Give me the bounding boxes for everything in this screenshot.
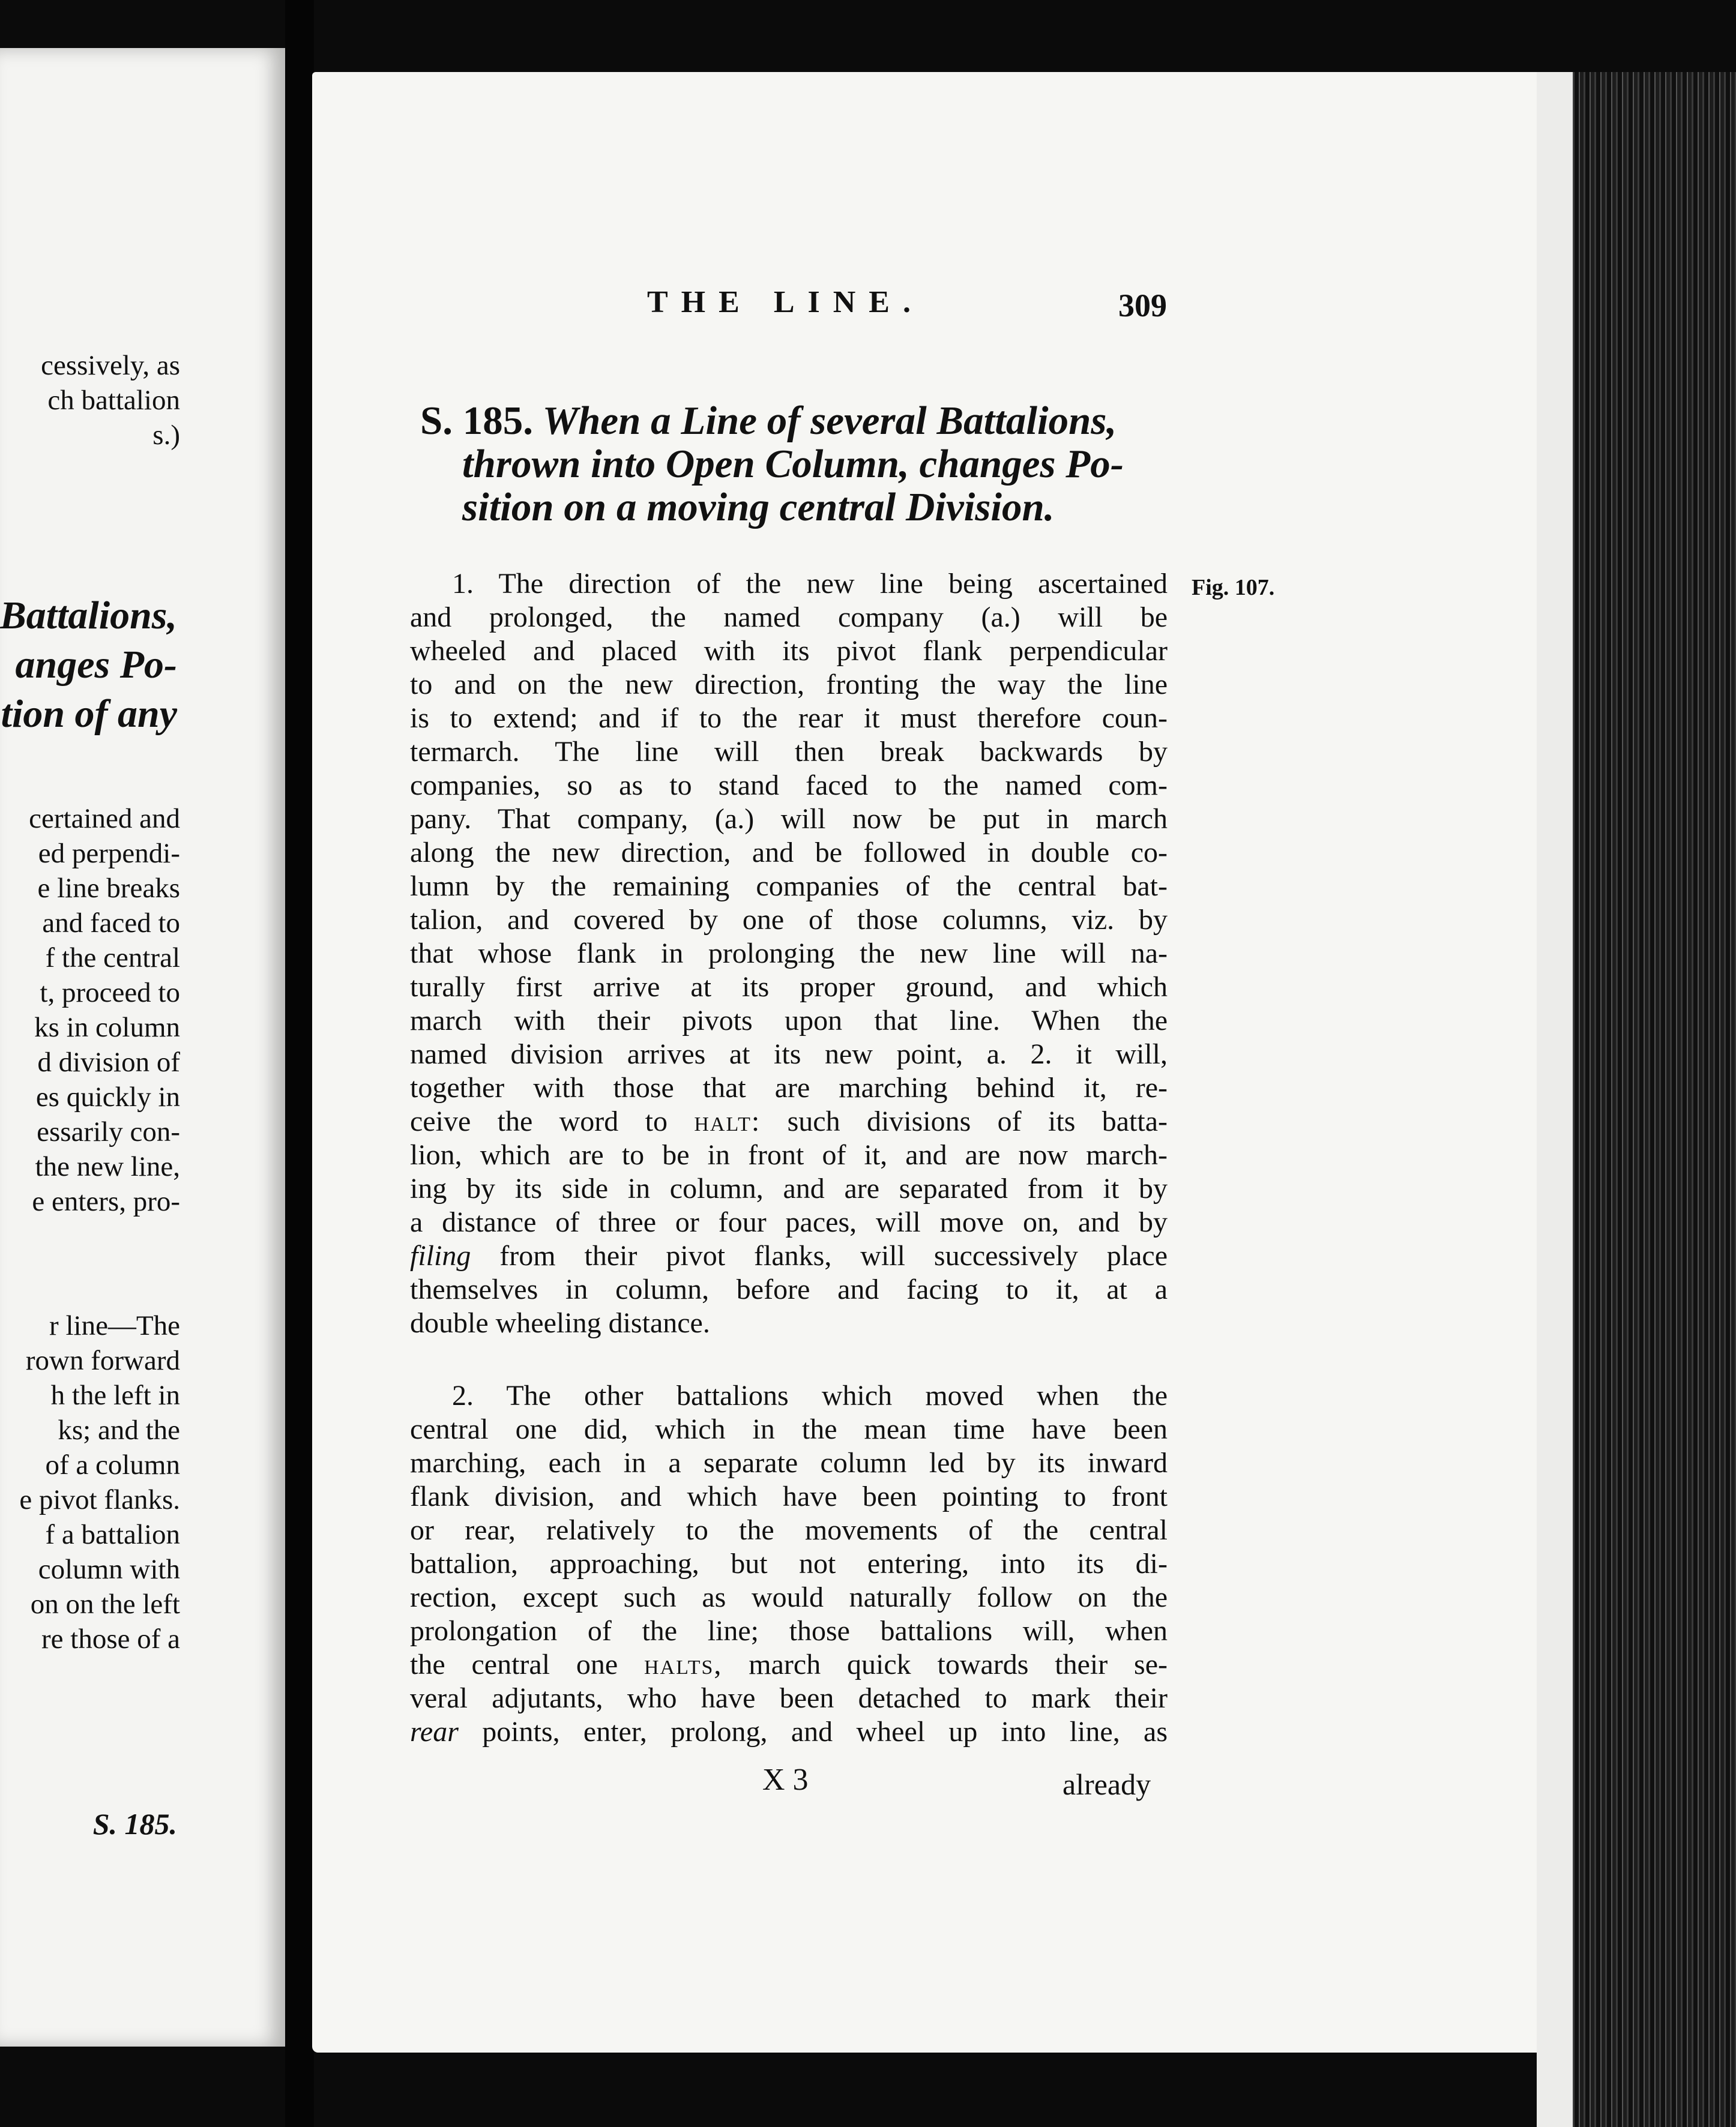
left-line: r line—The bbox=[49, 1310, 180, 1341]
left-line: d division of bbox=[37, 1047, 180, 1078]
left-line: essarily con- bbox=[37, 1116, 180, 1148]
text-line: a distance of three or four paces, will move on, and by bbox=[410, 1206, 1168, 1238]
text-line: veral adjutants, who have been detached to mark their bbox=[410, 1682, 1168, 1714]
text-line: double wheeling distance. bbox=[410, 1307, 710, 1339]
section-title-line: sition on a moving central Division. bbox=[462, 485, 1055, 529]
text-line: lumn by the remaining companies of the central bat- bbox=[410, 870, 1168, 902]
text-fragment: from their pivot flanks, will successively place bbox=[499, 1240, 1168, 1272]
text-line: talion, and covered by one of those columns, viz. by bbox=[410, 904, 1168, 936]
text-line: pany. That company, (a.) will now be put in march bbox=[410, 803, 1168, 835]
left-line: re those of a bbox=[41, 1623, 180, 1655]
text-line: march with their pivots upon that line. When the bbox=[410, 1005, 1168, 1036]
left-line: of a column bbox=[45, 1449, 180, 1481]
command-word: halts, bbox=[644, 1649, 723, 1680]
text-line: 1. The direction of the new line being ascertained bbox=[452, 568, 1168, 600]
text-line: together with those that are marching behind it, re- bbox=[410, 1072, 1168, 1104]
left-heading-line: Battalions, bbox=[0, 594, 177, 637]
text-line: that whose flank in prolonging the new line will na- bbox=[410, 937, 1168, 969]
text-line: central one did, which in the mean time have been bbox=[410, 1413, 1168, 1445]
left-line: h the left in bbox=[50, 1380, 180, 1411]
text-line: turally first arrive at its proper ground, and which bbox=[410, 971, 1168, 1003]
left-line: on on the left bbox=[30, 1589, 180, 1620]
text-line: battalion, approaching, but not entering, into its di- bbox=[410, 1548, 1168, 1580]
left-line: ks in column bbox=[34, 1012, 180, 1043]
text-line: themselves in column, before and facing to it, at a bbox=[410, 1274, 1168, 1305]
section-title bbox=[420, 399, 1201, 529]
section-number: S. 185. bbox=[420, 399, 534, 443]
text-fragment: such divisions of its batta- bbox=[787, 1106, 1168, 1137]
text-line-halt bbox=[410, 1105, 1168, 1139]
text-line: marching, each in a separate column led by its inward bbox=[410, 1447, 1168, 1479]
section-title-line: thrown into Open Column, changes Po- bbox=[462, 442, 1124, 486]
text-line: named division arrives at its new point, a. 2. it will, bbox=[410, 1038, 1168, 1070]
catchword: already bbox=[1062, 1767, 1151, 1801]
left-line: e enters, pro- bbox=[32, 1186, 180, 1217]
command-word: halt: bbox=[694, 1106, 761, 1137]
text-line: companies, so as to stand faced to the named com- bbox=[410, 769, 1168, 801]
left-line: f the central bbox=[45, 942, 180, 973]
section-title-line: When a Line of several Battalions, bbox=[542, 399, 1117, 443]
text-line: along the new direction, and be followed in double co- bbox=[410, 837, 1168, 868]
left-page bbox=[0, 48, 285, 2047]
text-line: and prolonged, the named company (a.) will be bbox=[410, 601, 1168, 633]
left-line: certained and bbox=[29, 803, 180, 834]
text-line: 2. The other battalions which moved when the bbox=[452, 1380, 1168, 1412]
left-line: ch battalion bbox=[47, 385, 180, 416]
left-heading-line: tion of any bbox=[1, 692, 177, 736]
text-line: prolongation of the line; those battalions will, when bbox=[410, 1615, 1168, 1647]
left-line: cessively, as bbox=[41, 350, 180, 381]
paragraph-1 bbox=[410, 567, 1168, 1340]
signature-mark: X 3 bbox=[762, 1763, 809, 1797]
left-line: ks; and the bbox=[58, 1415, 180, 1446]
page-edges bbox=[1537, 72, 1736, 2127]
text-line: termarch. The line will then break backwards by bbox=[410, 736, 1168, 768]
figure-reference: Fig. 107. bbox=[1192, 575, 1275, 600]
text-line: ing by its side in column, and are separated from it by bbox=[410, 1173, 1168, 1205]
left-line: s.) bbox=[152, 420, 180, 451]
left-line: f a battalion bbox=[45, 1519, 180, 1550]
book-gutter bbox=[285, 0, 314, 2127]
left-line: and faced to bbox=[42, 907, 180, 939]
text-fragment: the central one bbox=[410, 1649, 618, 1680]
text-line-halts bbox=[410, 1648, 1168, 1682]
text-line-rear bbox=[410, 1715, 1168, 1749]
left-line: rown forward bbox=[25, 1345, 180, 1376]
page-number: 309 bbox=[1118, 287, 1167, 323]
left-line: t, proceed to bbox=[40, 977, 180, 1008]
italic-word: rear bbox=[410, 1716, 459, 1748]
left-line: es quickly in bbox=[35, 1082, 180, 1113]
text-line: wheeled and placed with its pivot flank perpendicular bbox=[410, 635, 1168, 667]
paragraph-2 bbox=[410, 1379, 1168, 1749]
left-heading-line: anges Po- bbox=[15, 643, 177, 687]
left-line: column with bbox=[38, 1554, 180, 1585]
text-line: lion, which are to be in front of it, and are now march- bbox=[410, 1139, 1168, 1171]
text-line: is to extend; and if to the rear it must therefore coun- bbox=[410, 702, 1168, 734]
running-head: THE LINE. bbox=[647, 285, 924, 319]
text-line-filing bbox=[410, 1239, 1168, 1273]
text-fragment: ceive the word to bbox=[410, 1106, 668, 1137]
left-section-ref: S. 185. bbox=[92, 1807, 177, 1841]
left-line: e pivot flanks. bbox=[19, 1484, 180, 1515]
text-line: rection, except such as would naturally follow on the bbox=[410, 1581, 1168, 1613]
left-line: ed perpendi- bbox=[38, 838, 180, 869]
italic-word: filing bbox=[410, 1240, 471, 1272]
text-line: to and on the new direction, fronting the way the line bbox=[410, 669, 1168, 700]
left-line: e line breaks bbox=[37, 873, 180, 904]
text-fragment: points, enter, prolong, and wheel up into line, as bbox=[482, 1716, 1168, 1748]
left-line: the new line, bbox=[35, 1151, 180, 1182]
text-fragment: march quick towards their se- bbox=[749, 1649, 1168, 1680]
text-line: or rear, relatively to the movements of the central bbox=[410, 1514, 1168, 1546]
text-line: flank division, and which have been pointing to front bbox=[410, 1481, 1168, 1512]
